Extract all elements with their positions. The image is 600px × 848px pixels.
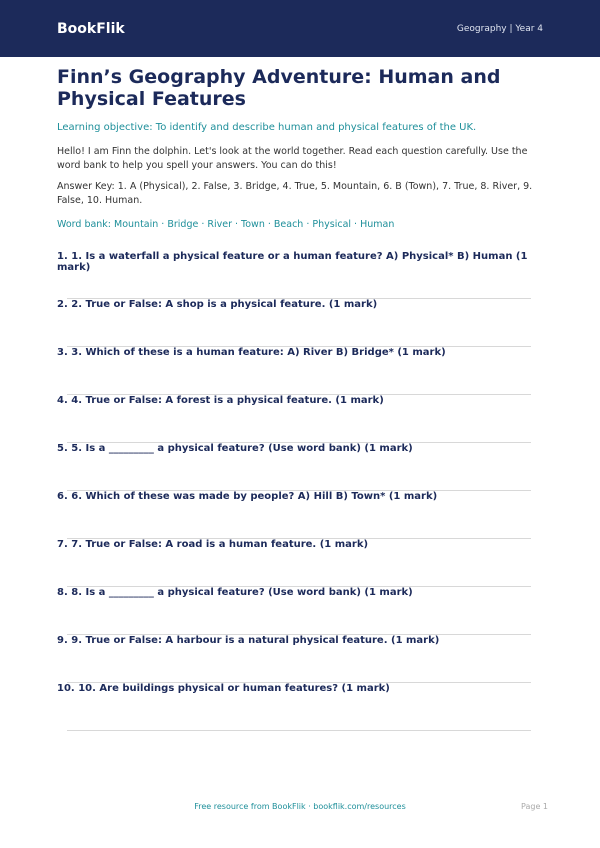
page-title: Finn’s Geography Adventure: Human and Physical Features [57,66,501,110]
subject-year: Geography | Year 4 [456,23,543,34]
question-5: 5. 5. Is a _________ a physical feature? (Use word bank) (1 mark) [57,443,413,454]
question-3: 3. 3. Which of these is a human feature: A) River B) Bridge* (1 mark) [57,347,446,358]
answer-key: Answer Key: 1. A (Physical), 2. False, 3. Bridge, 4. True, 5. Mountain, 6. B (Town), 7. True, 8. River, 9. False, 10. Human. [57,181,533,206]
question-2: 2. 2. True or False: A shop is a physical feature. (1 mark) [57,299,378,310]
brand-logo[interactable]: BookFlik [57,20,125,37]
header-bar [0,0,600,57]
question-7: 7. 7. True or False: A road is a human feature. (1 mark) [57,539,369,550]
question-6: 6. 6. Which of these was made by people? A) Hill B) Town* (1 mark) [57,491,438,502]
question-1: 1. 1. Is a waterfall a physical feature or a human feature? A) Physical* B) Human (1 mark) [57,251,528,273]
word-bank: Word bank: Mountain · Bridge · River · Town · Beach · Physical · Human [57,219,395,230]
question-10: 10. 10. Are buildings physical or human features? (1 mark) [57,683,390,694]
learning-objective: Learning objective: To identify and describe human and physical features of the UK. [57,122,477,133]
page-number: Page 1 [521,802,548,811]
question-4: 4. 4. True or False: A forest is a physical feature. (1 mark) [57,395,384,406]
intro-text: Hello! I am Finn the dolphin. Let's look at the world together. Read each question carefully. Use the word bank to help you spell your answers. You can do this! [57,146,528,171]
question-8: 8. 8. Is a _________ a physical feature? (Use word bank) (1 mark) [57,587,413,598]
footer-link[interactable]: Free resource from BookFlik · bookflik.com/resources [194,802,406,811]
question-9: 9. 9. True or False: A harbour is a natural physical feature. (1 mark) [57,635,440,646]
answer-line-10[interactable] [67,730,531,731]
